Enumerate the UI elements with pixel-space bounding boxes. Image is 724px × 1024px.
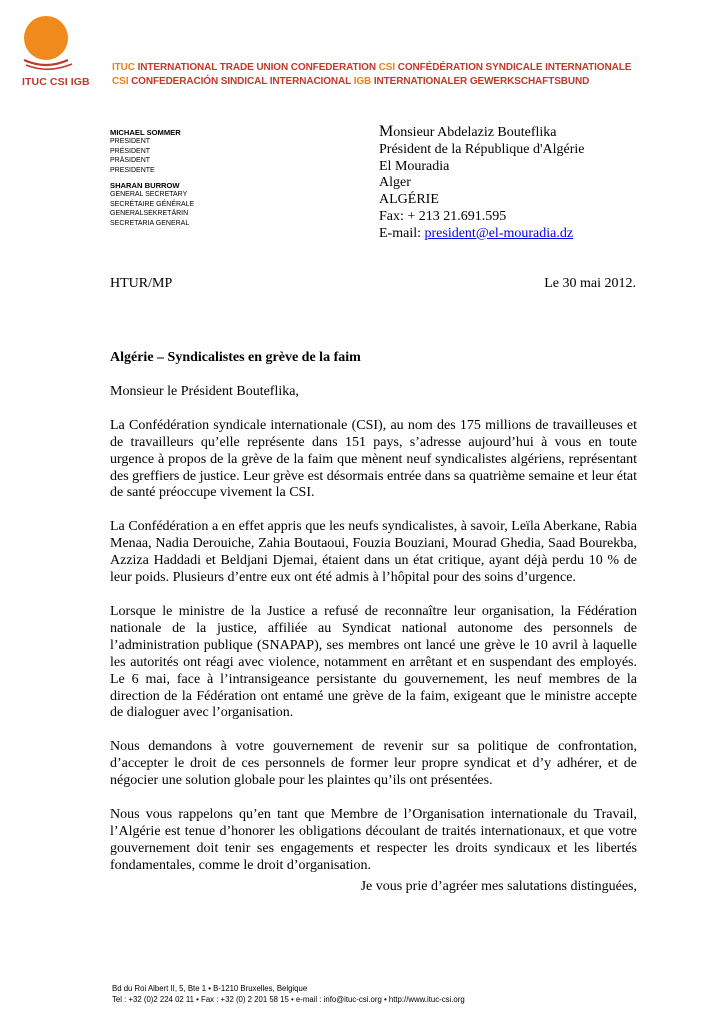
officer-title: PRESIDENTE — [110, 166, 155, 174]
letter-date: Le 30 mai 2012. — [544, 276, 636, 291]
acronym-ituc: ITUC — [112, 62, 135, 73]
email-link[interactable]: president@el-mouradia.dz — [424, 225, 574, 241]
paragraph: Lorsque le ministre de la Justice a refusé de reconnaître leur organisation, la Fédération nationale de la justice, affiliée au Syndicat national autonome des personnels de l’administration publique (SNAPAP), ses membres ont lancé une grève le 10 avril à laquelle les autorités ont réagi avec violence, notamment en arrêtant et en suspendant des employés. Le 6 mai, face à l’intransigeance persistante du gouvernement, les neuf membres de la direction de la Fédération ont entamé une grève de la faim, exigeant que le ministre accepte de dialoguer avec l’organisation. — [110, 603, 637, 721]
addressee-email: E-mail: president@el-mouradia.dz — [379, 225, 574, 241]
paragraph: La Confédération syndicale internationale (CSI), au nom des 175 millions de travailleuses et de travailleurs qu’elle représente dans 151 pays, s’adresse aujourd’hui à vous en toute urgence à propos de la grève de la faim que mènent neuf syndicalistes algériens, représentant des greffiers de justice. Leur grève est désormais entrée dans sa quatrième semaine et leur état de santé préoccupe vivement la CSI. — [110, 417, 637, 501]
footer — [112, 983, 465, 1005]
officer-title: SECRETARIA GENERAL — [110, 219, 190, 227]
paragraph: Nous vous rappelons qu’en tant que Membre de l’Organisation internationale du Travail, l’Algérie est tenue d’honorer les obligations découlant de traités internationaux, et que votre gouvernement doit tenir ses engagements et respecter les droits syndicaux et les libertés fondamentales, comme le droit d’organisation. — [110, 807, 637, 873]
salutation: Monsieur le Président Bouteflika, — [110, 383, 299, 399]
officer-title: PRESIDENT — [110, 138, 151, 146]
acronym-igb: IGB — [353, 76, 372, 87]
org-name-line-2 — [112, 76, 589, 87]
officer-title: PRÉSIDENT — [110, 147, 151, 155]
acronym-csi-fr: CSI — [378, 62, 396, 73]
acronym-csi-es: CSI — [112, 76, 129, 87]
ituc-logo — [22, 16, 94, 96]
org-name-french: CONFÉDÉRATION SYNDICALE INTERNATIONALE — [397, 62, 632, 73]
addressee-line: ALGÉRIE — [379, 192, 439, 208]
subject-line: Algérie – Syndicalistes en grève de la faim — [110, 350, 361, 365]
officer-title: SECRÉTAIRE GÉNÉRALE — [110, 200, 195, 208]
addressee-line: Alger — [379, 175, 411, 191]
addressee-fax: Fax: + 213 21.691.595 — [379, 208, 507, 224]
officer-title: GENERALSEKRETÄRIN — [110, 210, 189, 218]
org-name-english: INTERNATIONAL TRADE UNION CONFEDERATION — [137, 62, 376, 73]
paragraph: Nous demandons à votre gouvernement de revenir sur sa politique de confrontation, d’accepter le droit de ces personnels de former leur propre syndicat et d’y adhérer, et de négocier une solution globale pour les plaintes qu’ils ont présentées. — [110, 739, 637, 789]
addressee-name: Monsieur Abdelaziz Bouteflika — [379, 123, 557, 140]
org-name-german: INTERNATIONALER GEWERKSCHAFTSBUND — [373, 76, 590, 87]
officer-name: MICHAEL SOMMER — [110, 128, 181, 137]
officer-name: SHARAN BURROW — [110, 181, 180, 191]
closing-line: Je vous prie d’agréer mes salutations distinguées, — [360, 878, 637, 894]
addressee-line: Président de la République d'Algérie — [379, 141, 585, 157]
officer-title: GENERAL SECRETARY — [110, 191, 188, 199]
org-name-spanish: CONFEDERACIÓN SINDICAL INTERNACIONAL — [131, 76, 351, 87]
paragraph: La Confédération a en effet appris que les neufs syndicalistes, à savoir, Leïla Aberkane, Rabia Menaa, Nadia Derouiche, Zahia Boutaoui, Fouzia Bouziani, Mourad Ghedia, Saad Bourekba, Azziza Haddadi et Beldjani Djemai, étaient dans un état critique, ayant déjà perdu 10 % de leur poids. Plusieurs d’entre eux ont été admis à l’hôpital pour des soins d’urgence. — [110, 519, 637, 586]
orange-circle-icon — [24, 16, 68, 60]
addressee-block — [379, 124, 584, 243]
addressee-line: El Mouradia — [379, 158, 450, 174]
officer-title: PRÄSIDENT — [110, 157, 151, 165]
logo-text: ITUC CSI IGB — [22, 76, 90, 88]
org-name-line-1 — [112, 62, 631, 73]
reference: HTUR/MP — [110, 276, 173, 291]
footer-contact: Tel : +32 (0)2 224 02 11 • Fax : +32 (0) 2 201 58 15 • e-mail : info@ituc-csi.org • http://www.ituc-csi.org — [112, 995, 465, 1004]
officers-block — [110, 128, 194, 228]
logo-arcs-icon — [22, 58, 94, 72]
footer-address: Bd du Roi Albert II, 5, Bte 1 • B-1210 Bruxelles, Belgique — [112, 984, 308, 993]
letter-body — [110, 350, 637, 896]
